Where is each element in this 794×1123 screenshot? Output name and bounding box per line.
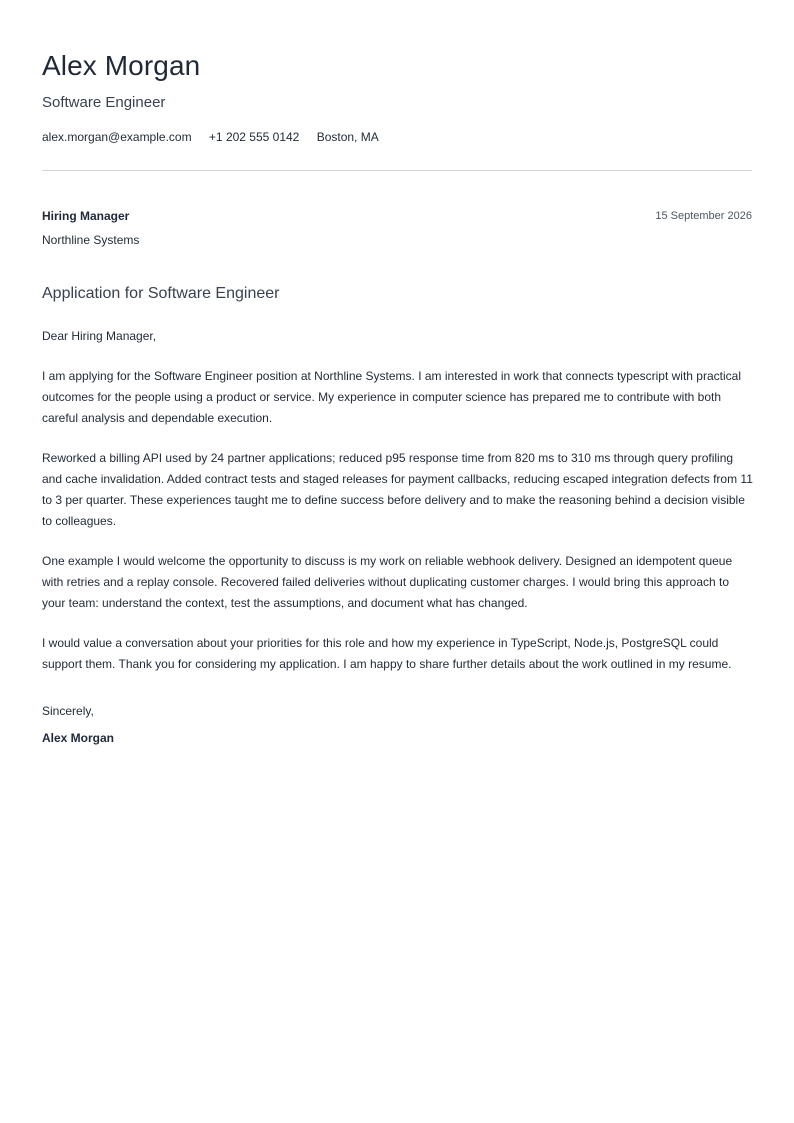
body-paragraph-2: Reworked a billing API used by 24 partner applications; reduced p95 response time from 820 ms to 310 ms through query profiling and cache invalidation. Added contract tests and staged releases for payment callbacks, reducing escaped integration defects from 11 to 3 per quarter. These experiences taught me to define success before delivery and to make the reasoning behind a decision visible to colleagues. [42, 451, 753, 528]
body-paragraph-1: I am applying for the Software Engineer position at Northline Systems. I am interested in work that connects typescript with practical outcomes for the people using a product or service. My experience in computer science has prepared me to contribute with both careful analysis and dependable execution. [42, 369, 741, 425]
header-divider [42, 170, 752, 171]
applicant-role: Software Engineer [42, 94, 166, 111]
salutation: Dear Hiring Manager, [42, 329, 157, 343]
letter-subject: Application for Software Engineer [42, 285, 280, 302]
contact-line [42, 130, 393, 145]
body-paragraph-4: I would value a conversation about your priorities for this role and how my experience in TypeScript, Node.js, PostgreSQL could support them. Thank you for considering my application. I am happy to share further details about the work outlined in my resume. [42, 636, 732, 671]
recipient-name: Hiring Manager [42, 209, 130, 223]
letter-body [42, 326, 754, 694]
letter-date: 15 September 2026 [655, 210, 752, 222]
closing-signoff: Sincerely, [42, 704, 94, 718]
contact-phone: +1 202 555 0142 [208, 130, 300, 144]
contact-location: Boston, MA [316, 130, 379, 144]
contact-email: alex.morgan@example.com [42, 130, 192, 144]
applicant-name: Alex Morgan [42, 50, 201, 81]
recipient-company: Northline Systems [42, 233, 140, 247]
closing-signature: Alex Morgan [42, 731, 115, 745]
body-paragraph-3: One example I would welcome the opportunity to discuss is my work on reliable webhook delivery. Designed an idempotent queue with retries and a replay console. Recovered failed deliveries without duplicating customer charges. I would bring this approach to your team: understand the context, test the assumptions, and document what has changed. [42, 554, 733, 610]
